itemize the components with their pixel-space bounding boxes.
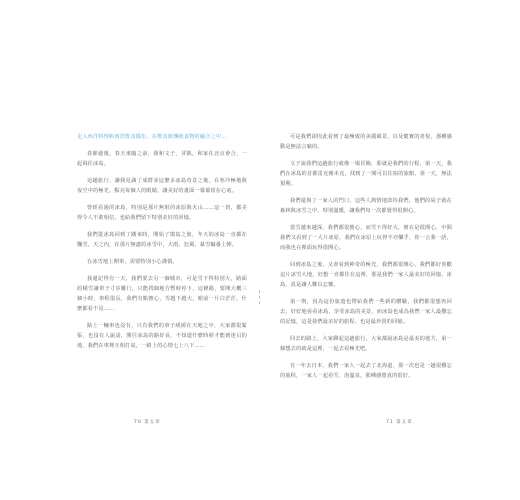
right-text-column [280, 132, 452, 388]
paragraph: 路上一輛車也沒有，只有我們的車子緩緩在天地之中，大家都很緊張，也沒有人說話，開往冰島的路好長，不知道什麼時候才能到達目的地，我們在車裡互相打氣，一路上的心情七上八下…… [77, 323, 247, 349]
paragraph: 第一則，因為這份旅遊也帶給我們一些新的體驗，我們都很想再回去，好好地看看冰島，享受冰島的美景，而冰島也成為我們一家人最難忘的記憶，這是我們最美好的旅程，也是最珍貴的回憶。 [280, 299, 452, 325]
paragraph: 我們還與了一家人的門口，這些人熱情地款待我們，他們的屋子就在森林與冰雪之中，特別溫暖，讓我們每一次都覺得很開心。 [280, 198, 452, 214]
paragraph-lead: 走入西洋料理和西洋飲食隊伍，在飲食與傳統食物的融合之中… [77, 134, 227, 140]
paragraph: 這趟旅行，讓我見識了成群並這麼多冰島奇景之後，在寒冷極地與夜空中的極光，點亮每個人的眼睛，讓美好的畫面一幕幕留在心底。 [77, 178, 247, 194]
paragraph: 在冰雪地上開車，需要特別小心謹慎。 [87, 259, 178, 265]
paragraph: 有一年去日本，我們一家人一起去了北海道，那一次也是一趟很難忘的旅程，一家人一起看雪、泡溫泉，那種感覺真的很好。 [280, 363, 452, 379]
paragraph: 可是我們卻因此看到了最極致的美麗風景，以及健實的喜悅，那種感動是無法言喻的。 [280, 134, 452, 150]
page-number-left: 70 第五章 [134, 420, 161, 425]
paragraph: 春節過後，春天來臨之前，我和文子，芽凱，和家在北京會合，一起飛往冰島。 [77, 151, 247, 167]
page-number-right: 71 第五章 [386, 420, 413, 425]
paragraph: 回去的路上，大家聊起這趟旅行，大家都說冰島是最美的地方，第一個想去的就是這裡，一起去看極光吧。 [280, 336, 452, 352]
paragraph: 當雪越來越深，我們都很擔心，而雪下得好大，實在是很開心，中間我們又看到了一大片冰原，我們在冰原上玩得不亦樂乎，你一言我一語，而我也在裡面玩得很開心。 [280, 225, 452, 251]
paragraph: 回到冰島之後，又會看到神奇的極光，我們都很開心，我們都好喜歡這片冰雪大地，好想一直都住在這裡，那是我們一家人最美好的回憶，冰島，真是讓人難以忘懷。 [280, 262, 452, 288]
paragraph: 我還記得有一天，我們要去另一個城市，可是雪下得特別大，路面的積雪讓車子寸步難行，只能找個地方暫時停下，這條路，要開大概三個小時，車程很長，我們有點擔心，雪越下越大，眼前一片白茫茫，什麼都看不見…… [77, 276, 247, 312]
right-page [260, 0, 520, 500]
paragraph: 文子說我們這趟旅行就像一場冒險，那就是我們的行程，第一天，我們在冰島的首都雷克雅未克，找到了一間可以住宿的旅館，第一天，無法預期。 [280, 161, 452, 187]
paragraph: 我們從冰島回到了剛來時，開始了環島之旅，冬天的冰島一直都在飄雪，天之內，在那片無盡的冰雪中，大雨、狂風、暴雪輪番上陣。 [77, 232, 247, 248]
left-text-column [77, 132, 247, 358]
paragraph: 曾經看過的冰島，特別是那片無垠的冰原與火山……這一切，都美得令人不敢相信，也給我們留下特別美好的回憶。 [77, 205, 247, 221]
